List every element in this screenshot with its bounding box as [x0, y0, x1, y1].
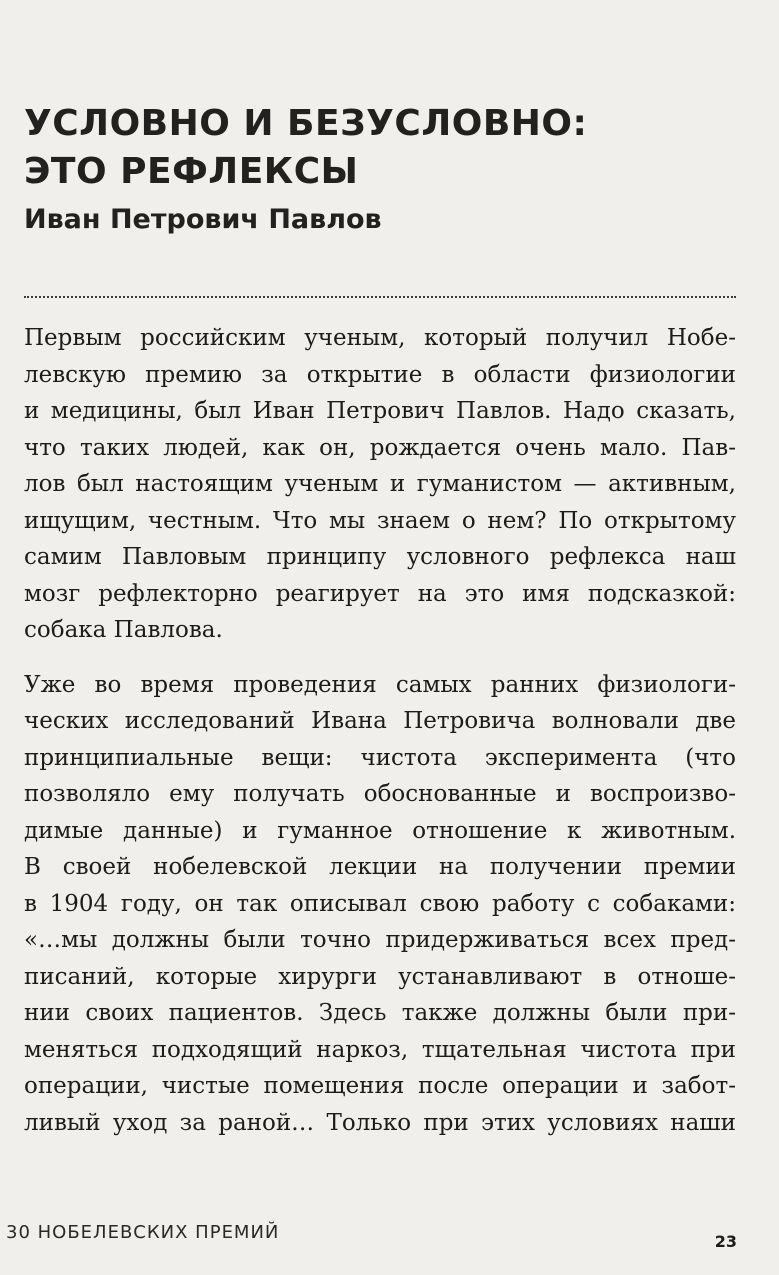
text-line: нии своих пациентов. Здесь также должны были при-	[24, 1000, 736, 1026]
chapter-title-line-2: ЭТО РЕФЛЕКСЫ	[24, 151, 359, 192]
text-line: меняться подходящий наркоз, тщательная чистота при	[24, 1036, 736, 1063]
text-line: мозг рефлекторно реагирует на это имя подсказкой:	[24, 580, 736, 607]
text-line: собака Павлова.	[24, 617, 223, 643]
text-line: позволяло ему получать обоснованные и воспроизво-	[24, 781, 736, 807]
chapter-body	[24, 320, 736, 1159]
chapter-author: Иван Петрович Павлов	[24, 204, 382, 235]
text-line: и медицины, был Иван Петрович Павлов. Надо сказать,	[24, 398, 736, 424]
text-line: ливый уход за раной… Только при этих условиях наши	[24, 1109, 736, 1136]
text-line: в 1904 году, он так описывал свою работу с собаками:	[24, 890, 736, 917]
text-line: Уже во время проведения самых ранних физиологи-	[24, 671, 736, 698]
chapter-title-line-1: УСЛОВНО И БЕЗУСЛОВНО:	[24, 103, 588, 144]
paragraph-2	[24, 667, 736, 1142]
page-number: 23	[714, 1232, 737, 1251]
text-line: Первым российским ученым, который получил Нобе-	[24, 325, 736, 351]
text-line: лов был настоящим ученым и гуманистом — активным,	[24, 471, 736, 497]
dotted-divider	[24, 296, 736, 298]
text-line: левскую премию за открытие в области физиологии	[24, 361, 736, 388]
paragraph-1	[24, 320, 736, 649]
text-line: самим Павловым принципу условного рефлекса наш	[24, 544, 736, 570]
text-line: писаний, которые хирурги устанавливают в отноше-	[24, 963, 736, 990]
text-line: принципиальные вещи: чистота эксперимента (что	[24, 744, 736, 771]
text-line: ищущим, честным. Что мы знаем о нем? По открытому	[24, 507, 736, 534]
text-line: В своей нобелевской лекции на получении премии	[24, 854, 736, 880]
text-line: димые данные) и гуманное отношение к животным.	[24, 817, 736, 844]
text-line: «…мы должны были точно придерживаться всех пред-	[24, 927, 736, 953]
text-line: ческих исследований Ивана Петровича волновали две	[24, 708, 736, 734]
running-footer-title: 30 НОБЕЛЕВСКИХ ПРЕМИЙ	[6, 1222, 280, 1243]
text-line: операции, чистые помещения после операции и забот-	[24, 1073, 736, 1099]
text-line: что таких людей, как он, рождается очень мало. Пав-	[24, 434, 736, 461]
chapter-title	[24, 100, 624, 196]
